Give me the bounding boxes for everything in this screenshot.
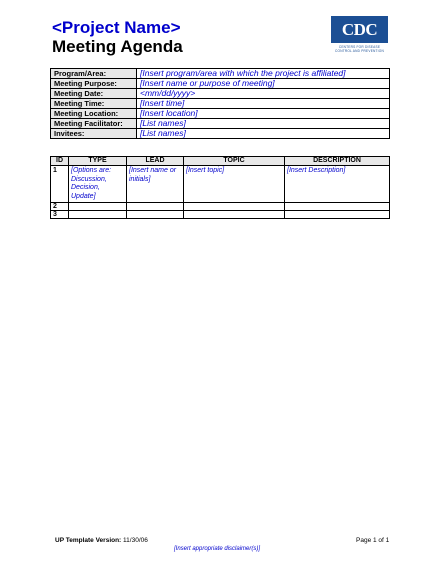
disclaimer-text[interactable]: [Insert appropriate disclaimer(s)] — [174, 546, 261, 552]
cdc-logo-subtitle-line1: CENTERS FOR DISEASE — [338, 45, 381, 49]
document-title: Meeting Agenda — [52, 37, 183, 56]
info-value[interactable]: [List names] — [137, 119, 390, 129]
agenda-header-topic: TOPIC — [184, 157, 285, 166]
agenda-header-description: DESCRIPTION — [285, 157, 390, 166]
template-version-value: 11/30/06 — [123, 537, 148, 544]
info-row-facilitator — [51, 119, 390, 129]
info-row-purpose — [51, 79, 390, 89]
agenda-row — [51, 211, 390, 219]
info-label: Meeting Time: — [51, 99, 137, 109]
agenda-header-type: TYPE — [69, 157, 127, 166]
agenda-cell-type[interactable] — [69, 211, 127, 219]
info-row-date — [51, 89, 390, 99]
agenda-row — [51, 166, 390, 203]
agenda-cell-type[interactable] — [69, 203, 127, 211]
agenda-cell-lead[interactable] — [127, 211, 184, 219]
agenda-cell-topic[interactable] — [184, 203, 285, 211]
cdc-logo-subtitle — [331, 45, 388, 53]
info-label: Invitees: — [51, 129, 137, 139]
agenda-cell-id: 1 — [51, 166, 69, 203]
agenda-cell-topic[interactable] — [184, 211, 285, 219]
cdc-logo-mark: CDC — [331, 16, 388, 43]
cdc-logo — [331, 16, 388, 56]
info-value[interactable]: [List names] — [137, 129, 390, 139]
agenda-row — [51, 203, 390, 211]
page-number: Page 1 of 1 — [356, 537, 390, 544]
info-value[interactable]: [Insert location] — [137, 109, 390, 119]
agenda-cell-description[interactable]: [Insert Description] — [285, 166, 390, 203]
template-version-label: UP Template Version: — [55, 537, 122, 544]
cdc-logo-subtitle-line2: CONTROL AND PREVENTION — [335, 49, 384, 53]
info-label: Meeting Purpose: — [51, 79, 137, 89]
info-row-program — [51, 69, 390, 79]
agenda-header-lead: LEAD — [127, 157, 184, 166]
agenda-cell-id: 3 — [51, 211, 69, 219]
info-value[interactable]: [Insert program/area with which the project is affiliated] — [137, 69, 390, 79]
info-label: Program/Area: — [51, 69, 137, 79]
info-label: Meeting Location: — [51, 109, 137, 119]
template-version — [55, 537, 148, 544]
agenda-cell-topic[interactable]: [Insert topic] — [184, 166, 285, 203]
agenda-cell-lead[interactable] — [127, 203, 184, 211]
info-value[interactable]: [Insert time] — [137, 99, 390, 109]
agenda-cell-description[interactable] — [285, 211, 390, 219]
agenda-cell-lead[interactable]: [Insert name or initials] — [127, 166, 184, 203]
agenda-table — [50, 156, 390, 219]
info-value[interactable]: <mm/dd/yyyy> — [137, 89, 390, 99]
info-label: Meeting Facilitator: — [51, 119, 137, 129]
info-value[interactable]: [Insert name or purpose of meeting] — [137, 79, 390, 89]
agenda-cell-description[interactable] — [285, 203, 390, 211]
agenda-header-row — [51, 157, 390, 166]
project-name-title: <Project Name> — [52, 18, 181, 37]
meeting-info-table — [50, 68, 390, 139]
info-label: Meeting Date: — [51, 89, 137, 99]
info-row-location — [51, 109, 390, 119]
agenda-cell-type[interactable]: [Options are: Discussion, Decision, Update] — [69, 166, 127, 203]
info-row-time — [51, 99, 390, 109]
info-row-invitees — [51, 129, 390, 139]
agenda-header-id: ID — [51, 157, 69, 166]
agenda-cell-id: 2 — [51, 203, 69, 211]
